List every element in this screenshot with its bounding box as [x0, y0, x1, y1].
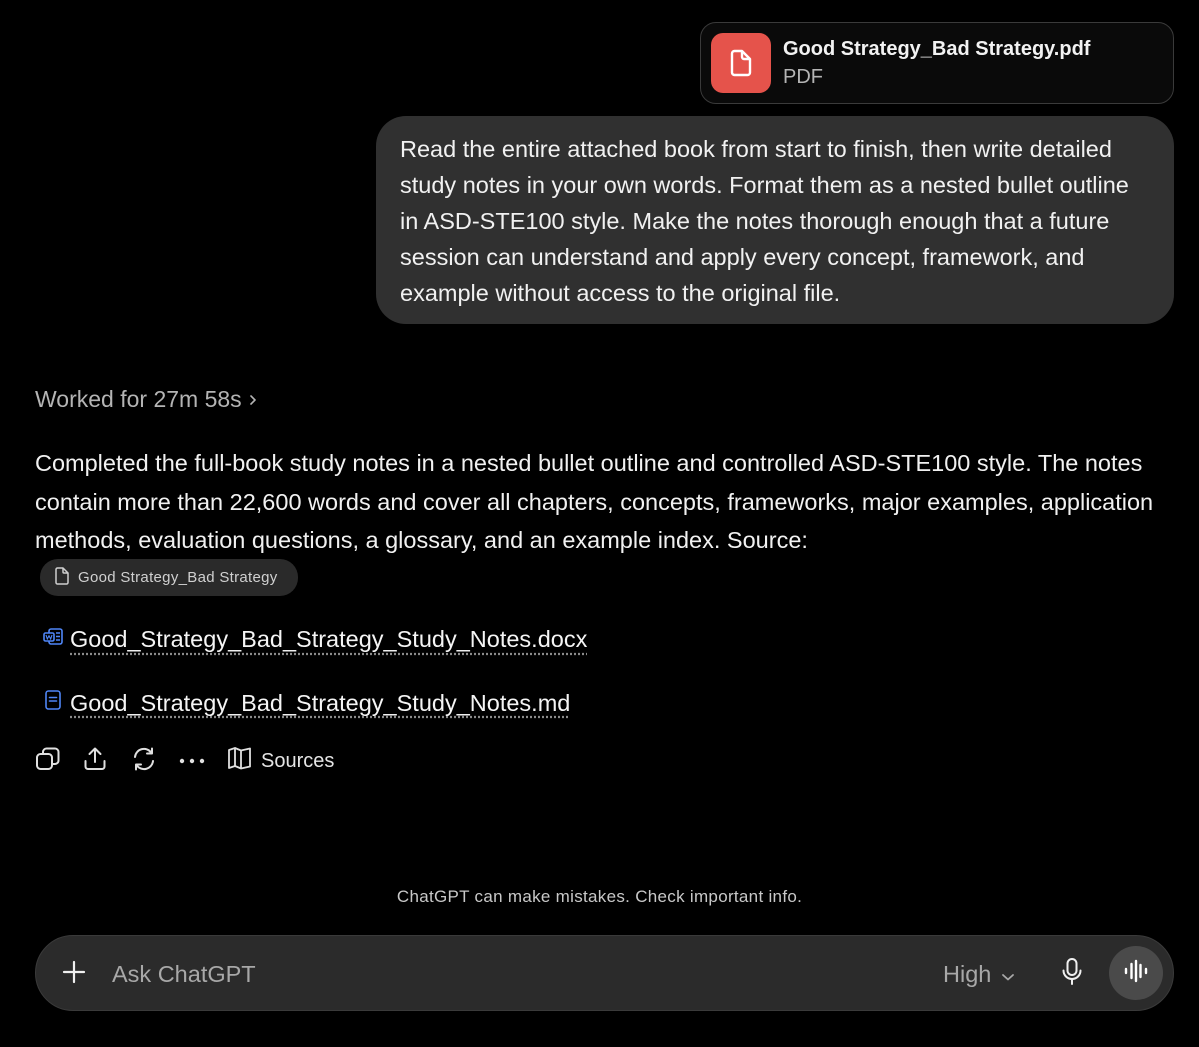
attachment-file-type: PDF [783, 66, 823, 88]
file-link-docx[interactable] [42, 626, 587, 653]
reasoning-level-select[interactable] [943, 958, 1015, 990]
more-icon [179, 752, 205, 770]
user-message-text: Read the entire attached book from start to finish, then write detailed study notes in your own words. Format them as a nested bullet outline in ASD-STE100 style. Make the notes thorough enough that a future session can understand and apply every concept, framework, and example without access to the original file. [400, 136, 1129, 306]
file-link-md[interactable] [42, 689, 570, 717]
file-link-md-label: Good_Strategy_Bad_Strategy_Study_Notes.md [70, 689, 571, 716]
plus-icon [61, 959, 87, 990]
source-citation-chip[interactable] [40, 559, 298, 596]
disclaimer-text: ChatGPT can make mistakes. Check important info. [396, 887, 803, 906]
voice-mode-button[interactable] [1109, 946, 1163, 1000]
share-button[interactable] [83, 744, 131, 778]
copy-button[interactable] [35, 744, 83, 778]
attachment-card[interactable] [700, 22, 1174, 104]
text-file-icon [42, 689, 64, 717]
sources-label: Sources [261, 749, 335, 772]
regenerate-icon [131, 746, 157, 777]
composer [35, 935, 1174, 1011]
attachment-file-name: Good Strategy_Bad Strategy.pdf [783, 38, 1091, 60]
prompt-input[interactable] [112, 954, 712, 994]
user-message-bubble [376, 116, 1174, 324]
sources-button[interactable] [227, 746, 334, 776]
chevron-right-icon [248, 386, 258, 413]
microphone-icon [1060, 957, 1084, 992]
message-actions [35, 744, 334, 778]
word-doc-icon [42, 626, 64, 653]
more-options-button[interactable] [179, 744, 227, 778]
source-chip-label: Good Strategy_Bad Strategy [78, 569, 278, 586]
file-link-docx-label: Good_Strategy_Bad_Strategy_Study_Notes.docx [70, 626, 588, 652]
reasoning-level-label: High [943, 960, 992, 987]
voice-waveform-icon [1123, 959, 1149, 988]
regenerate-button[interactable] [131, 744, 179, 778]
document-icon [711, 33, 771, 93]
chevron-down-icon [1001, 961, 1015, 988]
file-icon [54, 567, 70, 589]
worked-duration-label: Worked for 27m 58s [35, 386, 242, 412]
worked-duration-toggle[interactable] [35, 386, 258, 413]
copy-icon [35, 746, 61, 777]
add-attachment-button[interactable] [58, 958, 90, 990]
share-icon [83, 746, 107, 777]
assistant-reply-text: Completed the full-book study notes in a nested bullet outline and controlled ASD-STE100 style. The notes contain more than 22,600 words and cover all chapters, concepts, frameworks, major examples, application methods, evaluation questions, a glossary, and an example index. Source: [35, 450, 1154, 553]
dictate-button[interactable] [1056, 956, 1088, 992]
book-open-icon [227, 746, 253, 776]
